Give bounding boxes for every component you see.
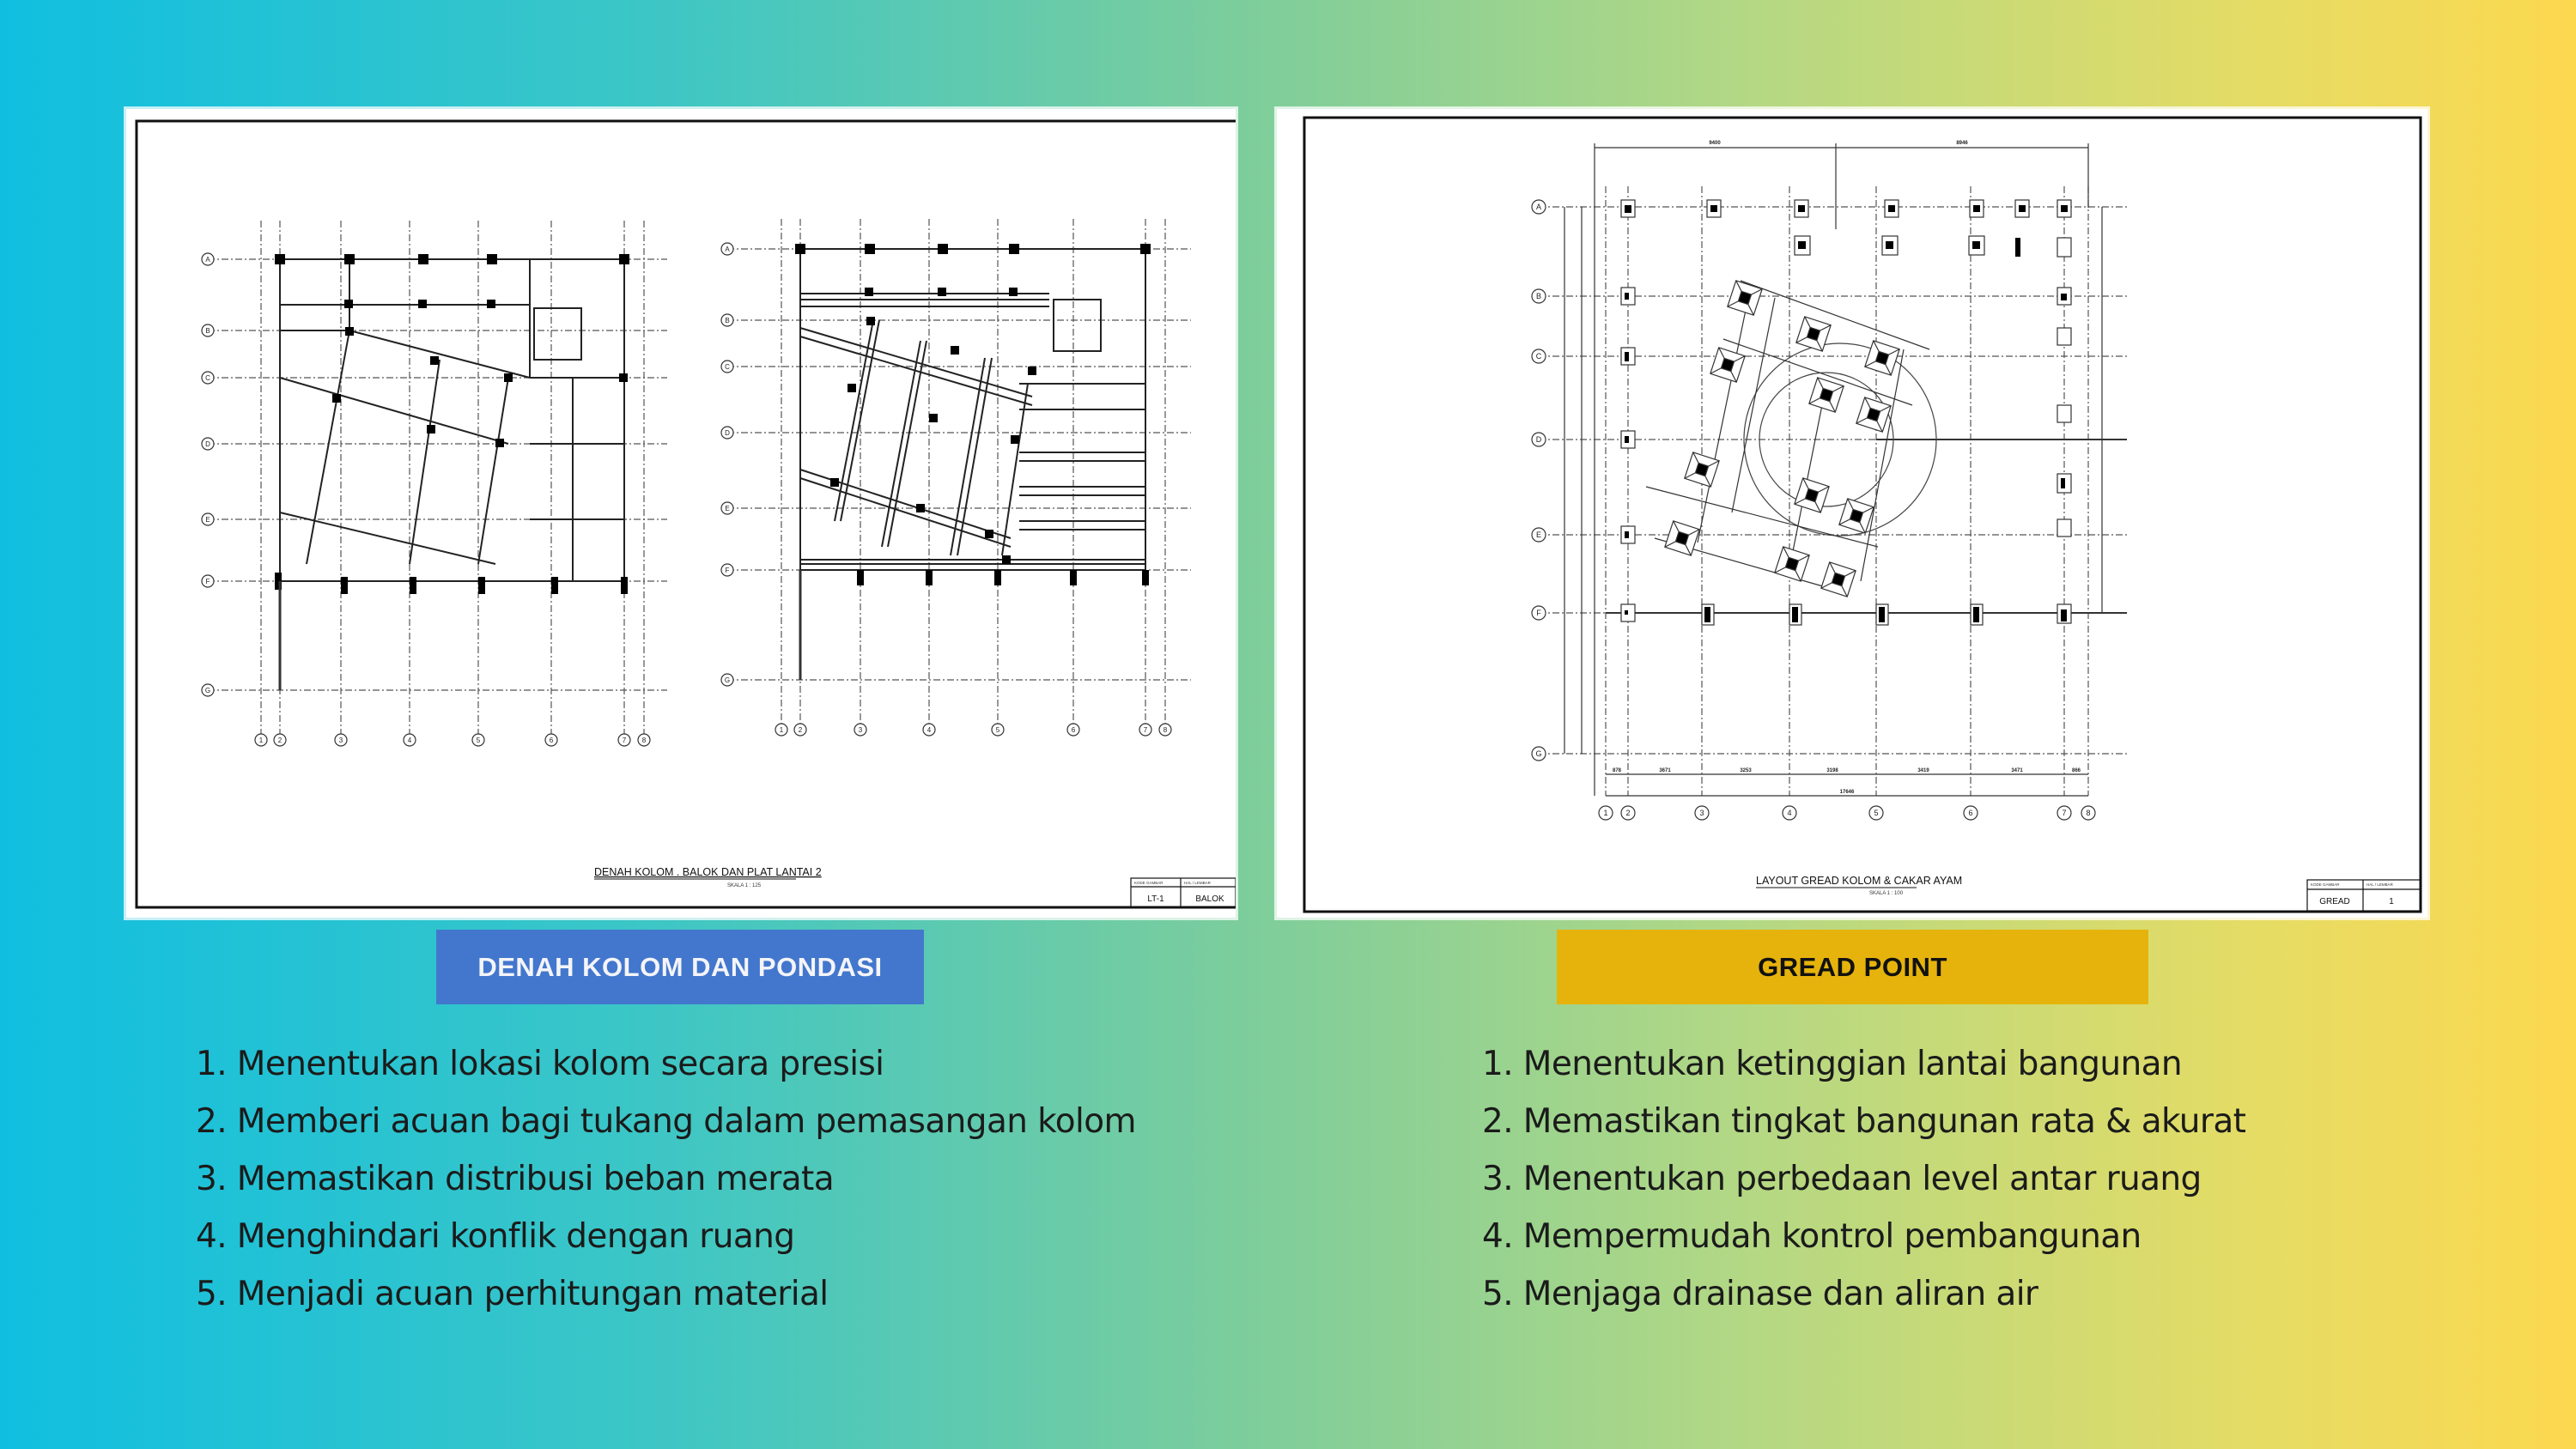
svg-text:8946: 8946 xyxy=(1956,141,1968,146)
gread-point-label: GREAD POINT xyxy=(1557,930,2148,1004)
drawing-code: GREAD xyxy=(2319,897,2350,906)
svg-text:B: B xyxy=(205,327,210,335)
drawing-scale: SKALA 1 : 125 xyxy=(727,883,762,888)
svg-text:7: 7 xyxy=(2062,809,2067,817)
list-item: 5. Menjaga drainase dan aliran air xyxy=(1482,1275,2038,1313)
svg-text:A: A xyxy=(725,246,730,253)
svg-text:F: F xyxy=(725,567,730,574)
svg-text:7: 7 xyxy=(1143,726,1148,734)
svg-text:F: F xyxy=(1536,609,1541,617)
svg-text:G: G xyxy=(204,687,211,694)
drawing-code: LT-1 xyxy=(1147,894,1164,904)
total-dimension: 17646 xyxy=(1839,790,1855,795)
gread-point-benefits-list xyxy=(1482,1035,2245,1323)
right-drawing-image xyxy=(1277,109,2427,918)
svg-text:D: D xyxy=(1535,435,1542,444)
svg-text:C: C xyxy=(725,363,730,371)
svg-text:5: 5 xyxy=(1874,809,1879,817)
svg-text:3: 3 xyxy=(858,726,863,734)
svg-text:D: D xyxy=(205,440,210,448)
svg-text:3: 3 xyxy=(1699,809,1704,817)
svg-text:B: B xyxy=(725,317,730,324)
drawing-sheet: 1 xyxy=(2389,897,2394,906)
svg-text:HAL / LEMBAR: HAL / LEMBAR xyxy=(2366,882,2393,887)
svg-text:A: A xyxy=(1535,203,1542,211)
svg-text:3471: 3471 xyxy=(2011,768,2023,773)
svg-text:6: 6 xyxy=(549,737,554,744)
svg-text:3: 3 xyxy=(338,737,343,744)
list-item: 1. Menentukan lokasi kolom secara presisi xyxy=(196,1045,884,1083)
svg-text:7: 7 xyxy=(622,737,627,744)
svg-text:866: 866 xyxy=(2071,768,2081,773)
svg-text:4: 4 xyxy=(927,726,932,734)
list-item: 4. Menghindari konflik dengan ruang xyxy=(196,1217,795,1256)
svg-text:8: 8 xyxy=(641,737,647,744)
drawing-title: DENAH KOLOM . BALOK DAN PLAT LANTAI 2 xyxy=(594,866,822,878)
svg-text:G: G xyxy=(724,676,731,684)
drawing-scale: SKALA 1 : 100 xyxy=(1869,891,1904,896)
list-item: 1. Menentukan ketinggian lantai bangunan xyxy=(1482,1045,2183,1083)
left-drawing-image xyxy=(126,109,1236,918)
svg-text:3419: 3419 xyxy=(1917,768,1929,773)
svg-text:9400: 9400 xyxy=(1709,141,1721,146)
column-beam-plan-drawing xyxy=(126,109,1236,918)
list-item: 3. Memastikan distribusi beban merata xyxy=(196,1160,835,1198)
svg-text:5: 5 xyxy=(476,737,481,744)
svg-text:6: 6 xyxy=(1071,726,1076,734)
svg-text:E: E xyxy=(1535,530,1542,539)
svg-text:E: E xyxy=(205,516,210,524)
svg-text:D: D xyxy=(725,429,730,437)
grid-layout-drawing xyxy=(1277,109,2427,918)
svg-text:KODE GAMBAR: KODE GAMBAR xyxy=(2311,882,2340,887)
svg-text:4: 4 xyxy=(1787,809,1792,817)
svg-text:C: C xyxy=(205,374,210,382)
svg-text:HAL / LEMBAR: HAL / LEMBAR xyxy=(1184,881,1211,885)
svg-text:6: 6 xyxy=(1968,809,1973,817)
svg-text:G: G xyxy=(1535,749,1542,758)
list-item: 2. Memastikan tingkat bangunan rata & akurat xyxy=(1482,1102,2246,1141)
svg-text:3671: 3671 xyxy=(1659,768,1671,773)
svg-text:8: 8 xyxy=(2086,809,2091,817)
drawing-title: LAYOUT GREAD KOLOM & CAKAR AYAM xyxy=(1756,875,1963,887)
svg-text:2: 2 xyxy=(277,737,283,744)
svg-text:8: 8 xyxy=(1163,726,1168,734)
svg-text:B: B xyxy=(1535,292,1542,300)
drawing-sheet: BALOK xyxy=(1195,894,1224,904)
list-item: 3. Menentukan perbedaan level antar ruang xyxy=(1482,1160,2202,1198)
svg-text:E: E xyxy=(725,505,730,512)
svg-text:878: 878 xyxy=(1612,768,1622,773)
svg-text:F: F xyxy=(205,578,210,585)
list-item: 4. Mempermudah kontrol pembangunan xyxy=(1482,1217,2142,1256)
svg-text:4: 4 xyxy=(407,737,412,744)
svg-text:1: 1 xyxy=(779,726,784,734)
list-item: 5. Menjadi acuan perhitungan material xyxy=(196,1275,829,1313)
svg-text:1: 1 xyxy=(258,737,264,744)
denah-kolom-label: DENAH KOLOM DAN PONDASI xyxy=(436,930,924,1004)
svg-text:KODE GAMBAR: KODE GAMBAR xyxy=(1134,881,1163,885)
svg-text:A: A xyxy=(205,256,210,264)
svg-text:2: 2 xyxy=(1625,809,1631,817)
svg-text:2: 2 xyxy=(798,726,803,734)
svg-text:3253: 3253 xyxy=(1740,768,1752,773)
svg-text:3198: 3198 xyxy=(1826,768,1838,773)
denah-kolom-benefits-list xyxy=(196,1035,1136,1323)
svg-text:5: 5 xyxy=(995,726,1000,734)
list-item: 2. Memberi acuan bagi tukang dalam pemasangan kolom xyxy=(196,1102,1136,1141)
svg-text:1: 1 xyxy=(1603,809,1608,817)
svg-text:C: C xyxy=(1535,352,1542,361)
